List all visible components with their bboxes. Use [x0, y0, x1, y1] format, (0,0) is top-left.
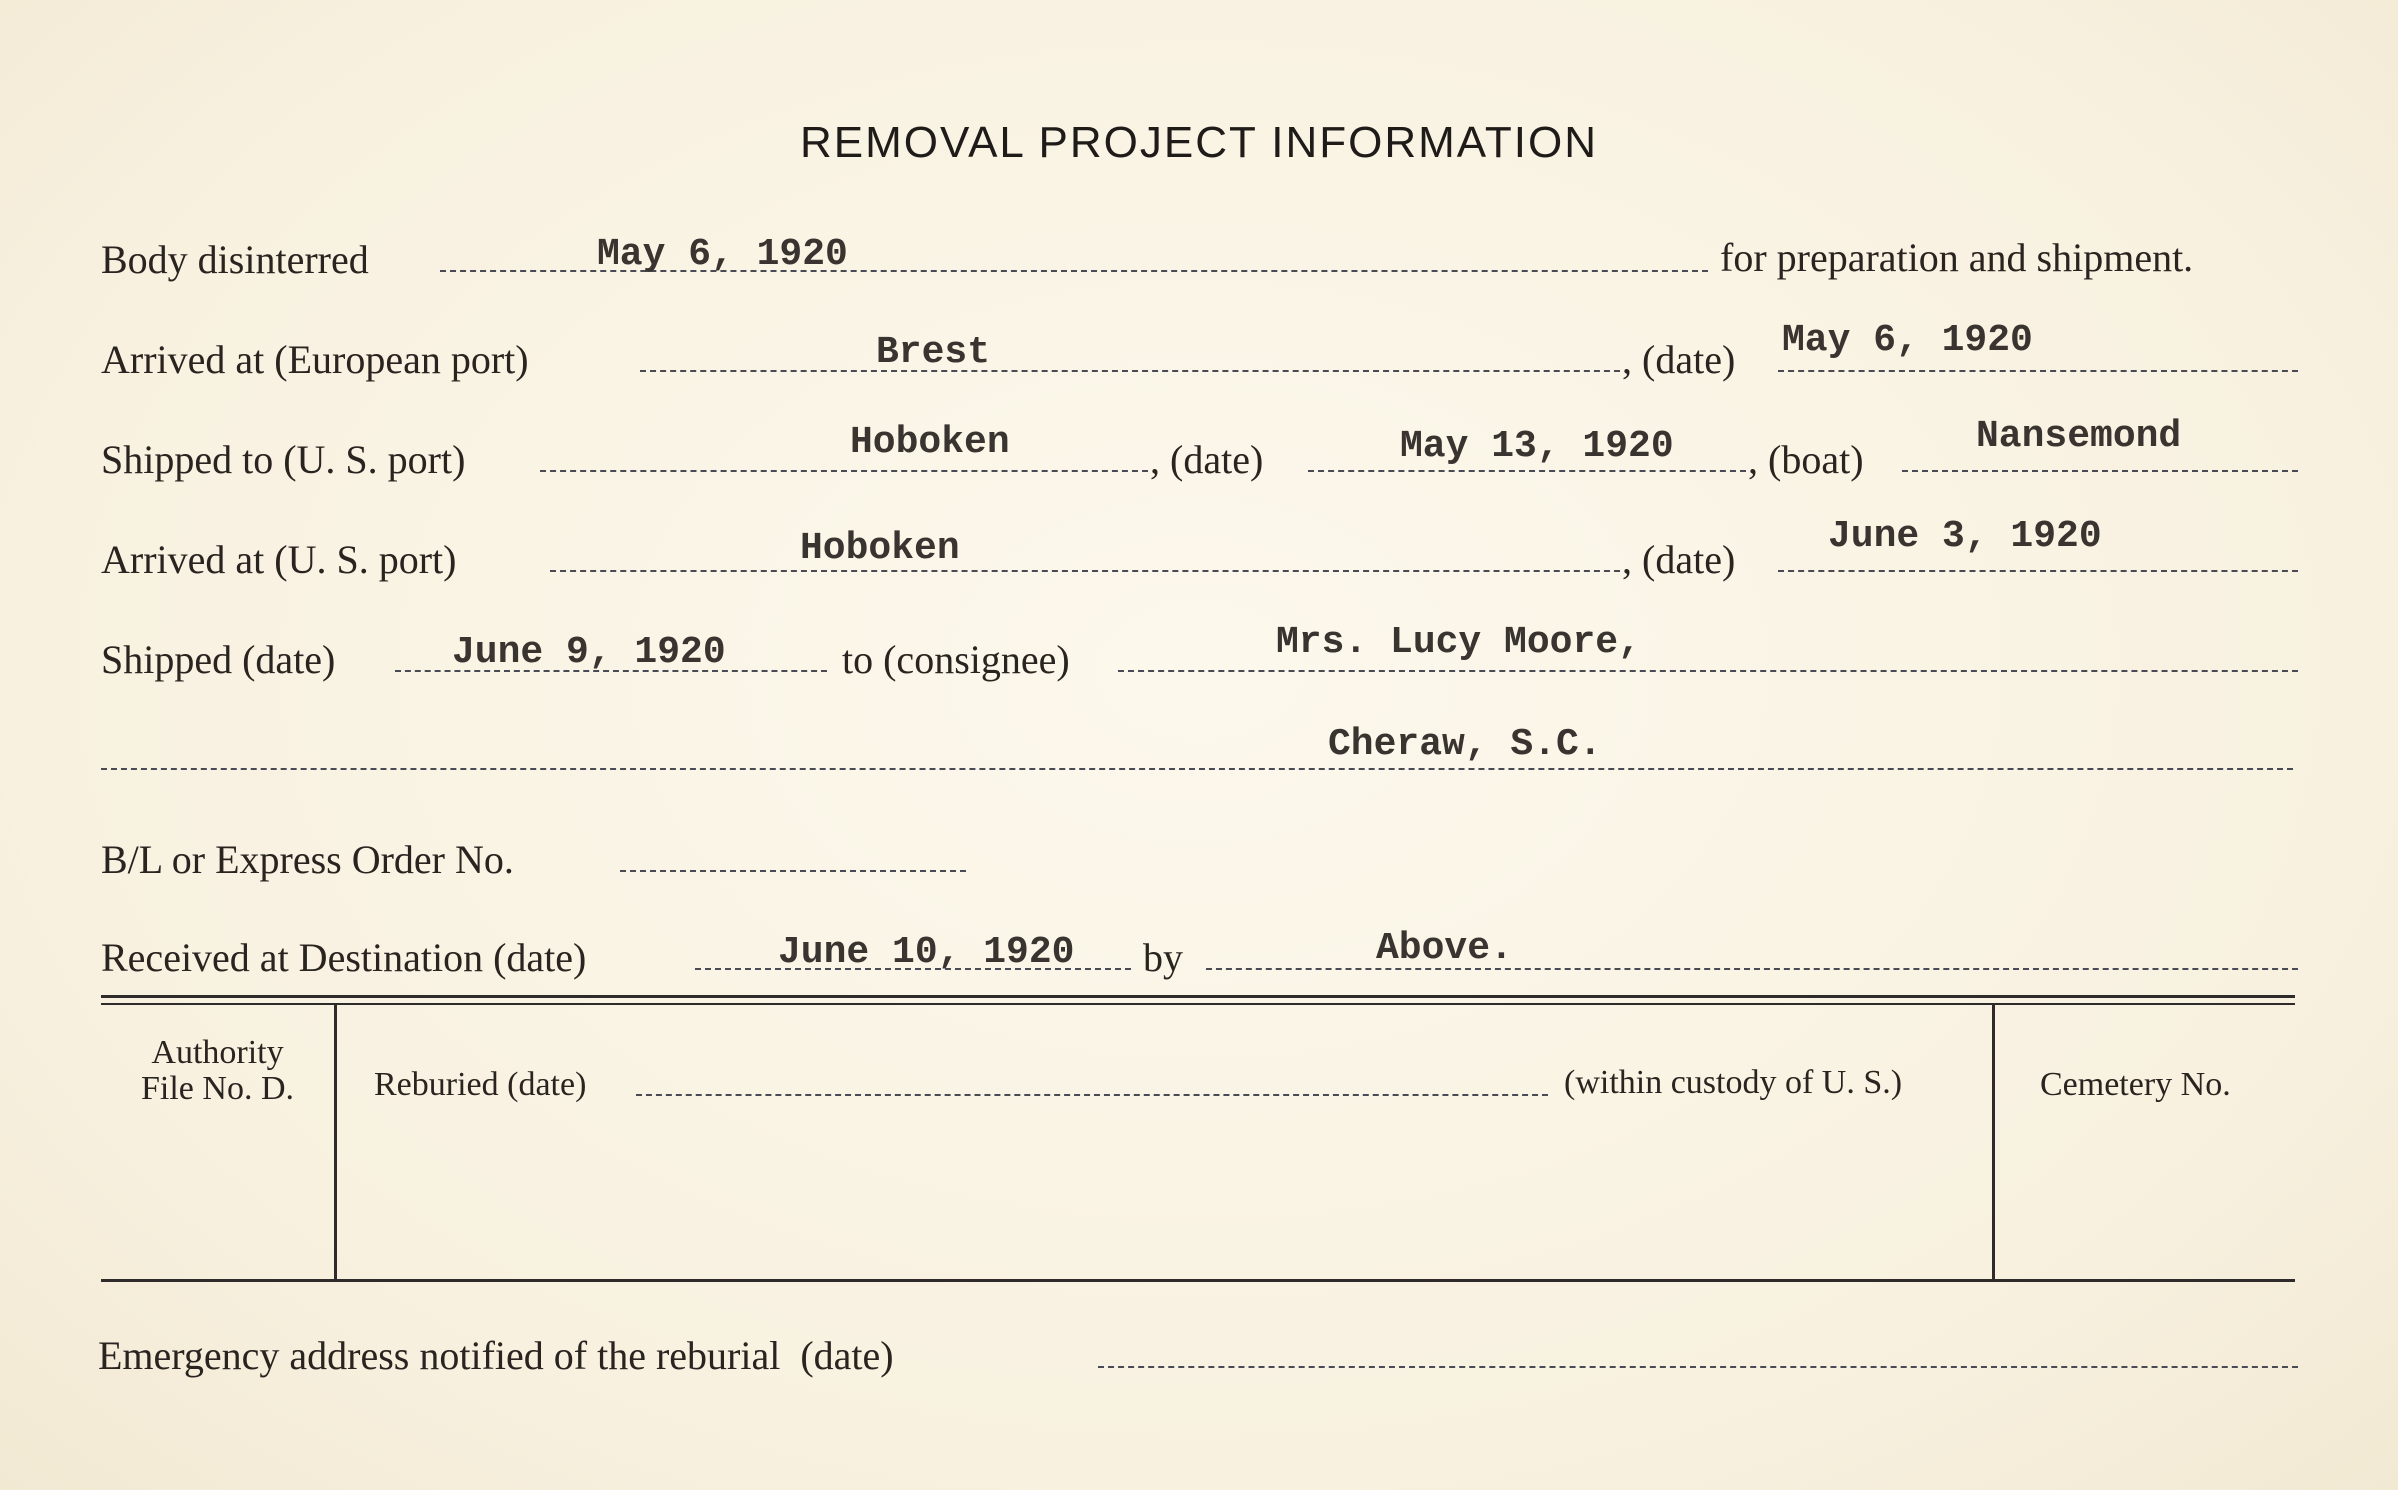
- shipped-date2-label: Shipped (date): [101, 637, 336, 682]
- disinterred-value: May 6, 1920: [597, 233, 848, 276]
- shipped-us-port-line: [540, 470, 1148, 472]
- shipped-date-line: [1308, 470, 1746, 472]
- boat-value: Nansemond: [1976, 415, 2182, 458]
- received-by-value: Above.: [1376, 927, 1513, 970]
- european-port-line: [640, 370, 1620, 372]
- received-by-line: [1206, 968, 2298, 970]
- bl-order-label: B/L or Express Order No.: [101, 837, 514, 882]
- shipped-date-label: , (date): [1150, 437, 1264, 482]
- emergency-line: [1098, 1366, 2298, 1368]
- custody-label: (within custody of U. S.): [1564, 1064, 1903, 1101]
- box-top-rule-2: [101, 1003, 2295, 1005]
- arrived-us-date-value: June 3, 1920: [1828, 515, 2102, 558]
- boat-label: , (boat): [1748, 437, 1864, 482]
- box-divider-left: [334, 1005, 337, 1280]
- arrived-us-date-line: [1778, 570, 2298, 572]
- arrived-us-port-label: Arrived at (U. S. port): [101, 537, 457, 582]
- shipped-us-port-label: Shipped to (U. S. port): [101, 437, 466, 482]
- cemetery-label: Cemetery No.: [2040, 1066, 2231, 1103]
- reburied-line: [636, 1094, 1548, 1096]
- arrived-us-port-value: Hoboken: [800, 527, 960, 570]
- consignee-line: [1118, 670, 2298, 672]
- received-value: June 10, 1920: [778, 931, 1075, 974]
- received-label: Received at Destination (date): [101, 935, 587, 980]
- emergency-label: Emergency address notified of the reburial (date): [98, 1333, 894, 1378]
- reburied-label: Reburied (date): [374, 1066, 587, 1103]
- european-date-line: [1778, 370, 2298, 372]
- shipped-date2-value: June 9, 1920: [452, 631, 726, 674]
- shipped-us-port-value: Hoboken: [850, 421, 1010, 464]
- consignee-value: Mrs. Lucy Moore,: [1276, 621, 1641, 664]
- received-by-label: by: [1143, 935, 1183, 980]
- arrived-us-port-line: [550, 570, 1620, 572]
- box-bottom-rule: [101, 1279, 2295, 1282]
- disinterred-suffix: for preparation and shipment.: [1720, 235, 2194, 280]
- boat-line: [1902, 470, 2298, 472]
- disinterred-label: Body disinterred: [101, 237, 369, 282]
- european-port-label: Arrived at (European port): [101, 337, 529, 382]
- consignee-label: to (consignee): [842, 637, 1070, 682]
- consignee-line-2: [101, 768, 2293, 770]
- consignee-line2-value: Cheraw, S.C.: [1328, 723, 1602, 766]
- european-date-value: May 6, 1920: [1782, 319, 2033, 362]
- european-port-value: Brest: [876, 331, 991, 374]
- bl-order-line: [620, 870, 966, 872]
- european-date-label: , (date): [1622, 337, 1736, 382]
- arrived-us-date-label: , (date): [1622, 537, 1736, 582]
- box-top-rule: [101, 995, 2295, 998]
- shipped-date-value: May 13, 1920: [1400, 425, 1674, 468]
- authority-label-1: Authority: [151, 1034, 284, 1071]
- authority-label-2: File No. D.: [141, 1070, 294, 1107]
- box-divider-right: [1992, 1005, 1995, 1280]
- page-title: REMOVAL PROJECT INFORMATION: [800, 118, 1598, 167]
